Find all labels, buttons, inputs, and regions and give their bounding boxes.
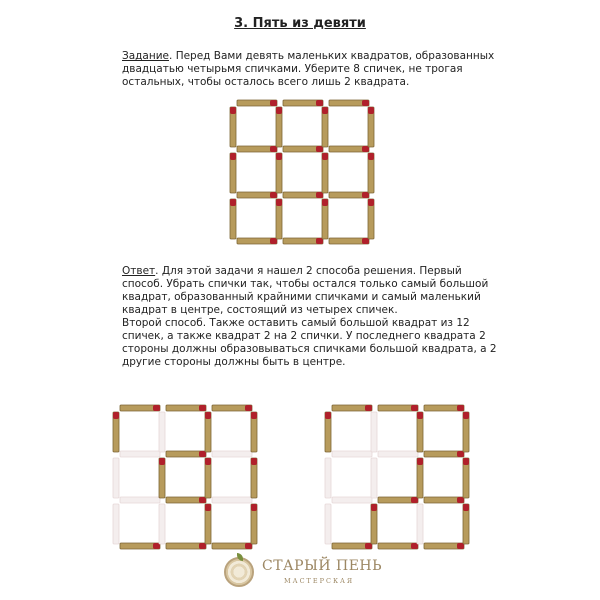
matchstick-grid-solution-2 [325,405,469,549]
match-v2-1 [417,458,423,498]
removed-match-h2-2 [212,497,252,503]
match-h2-2 [424,497,464,503]
removed-match-h2-0 [120,497,160,503]
match-v3-1 [463,458,469,498]
removed-match-v0-2 [325,504,331,544]
match-h3-2 [212,543,252,549]
match-h0-2 [212,405,252,411]
match-v2-0 [322,107,328,147]
match-h3-2 [424,543,464,549]
match-h0-2 [424,405,464,411]
removed-match-h2-0 [332,497,372,503]
match-h2-1 [166,497,206,503]
match-v3-1 [251,458,257,498]
match-h0-0 [237,100,277,106]
removed-match-h1-0 [120,451,160,457]
match-v1-2 [276,199,282,239]
match-h0-2 [329,100,369,106]
answer-text-2: Второй способ. Также оставить самый большой квадрат из 12 спичек, а также квадрат 2 на 2 спички. У последнего квадрата 2 стороны должны образовываться спичками большой квадрата, а 2 другие стороны должны быть в центре. [122,317,497,368]
match-v2-1 [322,153,328,193]
removed-match-v1-1 [371,458,377,498]
match-h1-2 [329,146,369,152]
match-h0-1 [378,405,418,411]
removed-match-v0-1 [113,458,119,498]
match-v3-2 [251,504,257,544]
answer-paragraph [122,265,502,369]
match-v3-0 [463,412,469,452]
match-v0-2 [230,199,236,239]
logo-name: СТАРЫЙ ПЕНЬ [262,558,383,574]
match-v3-0 [368,107,374,147]
removed-match-h1-1 [378,451,418,457]
match-v2-2 [205,504,211,544]
match-h3-0 [120,543,160,549]
match-h0-0 [332,405,372,411]
removed-match-v0-2 [113,504,119,544]
match-h3-0 [237,238,277,244]
stump-logo-icon [224,557,254,587]
match-h0-1 [283,100,323,106]
match-h3-0 [332,543,372,549]
task-paragraph [122,50,502,89]
matchstick-grid-original [230,100,374,244]
match-h2-1 [378,497,418,503]
match-v0-0 [325,412,331,452]
logo [224,555,384,591]
match-h2-0 [237,192,277,198]
match-v3-1 [368,153,374,193]
match-v2-2 [322,199,328,239]
match-v2-0 [417,412,423,452]
removed-match-v0-1 [325,458,331,498]
match-v1-2 [371,504,377,544]
match-v1-1 [276,153,282,193]
removed-match-v1-0 [371,412,377,452]
removed-match-h1-2 [212,451,252,457]
match-v0-1 [230,153,236,193]
match-h3-2 [329,238,369,244]
removed-match-h1-0 [332,451,372,457]
answer-label: Ответ [122,265,156,277]
match-h2-2 [329,192,369,198]
task-text: . Перед Вами девять маленьких квадратов, образованных двадцатью четырьмя спичками. Уберите 8 спичек, не трогая остальных, чтобы осталось всего лишь 2 квадрата. [122,50,495,88]
page-title: 3. Пять из девяти [234,16,366,31]
matchstick-grid-solution-1 [113,405,257,549]
match-h1-2 [424,451,464,457]
match-v0-0 [230,107,236,147]
match-v3-0 [251,412,257,452]
match-v3-2 [368,199,374,239]
match-h0-0 [120,405,160,411]
match-h3-1 [378,543,418,549]
match-h1-1 [166,451,206,457]
removed-match-v1-0 [159,412,165,452]
removed-match-v1-2 [159,504,165,544]
match-h1-0 [237,146,277,152]
answer-text: . Для этой задачи я нашел 2 способа решения. Первый способ. Убрать спички так, чтобы остался только самый большой квадрат, образованный крайними спичками и самый маленький квадрат в центре, состоящий из четырех спичек. [122,265,489,316]
logo-subtitle: МАСТЕРСКАЯ [284,577,355,585]
match-v2-1 [205,458,211,498]
match-v0-0 [113,412,119,452]
match-v1-0 [276,107,282,147]
match-v3-2 [463,504,469,544]
match-h3-1 [166,543,206,549]
match-h3-1 [283,238,323,244]
match-h0-1 [166,405,206,411]
match-h2-1 [283,192,323,198]
task-label: Задание [122,50,170,62]
match-v1-1 [159,458,165,498]
removed-match-v2-2 [417,504,423,544]
match-v2-0 [205,412,211,452]
match-h1-1 [283,146,323,152]
